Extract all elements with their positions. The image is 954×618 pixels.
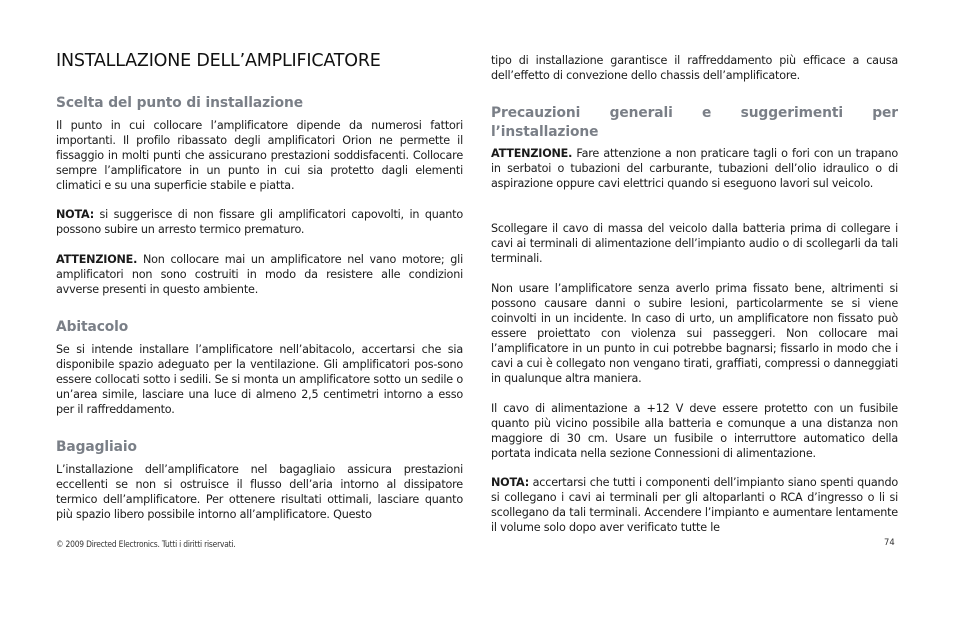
paragraph-trunk-continued: tipo di installazione garantisce il raffreddamento più efficace a causa dell’effetto di convezione dello chassis dell’amplificatore. <box>491 54 898 83</box>
warning-label: ATTENZIONE. <box>56 253 138 266</box>
note-paragraph <box>56 207 463 237</box>
note-label: NOTA: <box>56 208 94 221</box>
paragraph-trunk: L’installazione dell’amplificatore nel bagagliaio assicura prestazioni eccellenti se non si ostruisce il flusso dell’aria intorno al dissipatore termico dell’amplificatore. Per ottenere risultati ottimali, lasciare quanto più spazio libero possibile intorno all’amplificatore. Questo <box>56 463 463 522</box>
copyright-footer: © 2009 Directed Electronics. Tutti i diritti riservati. <box>56 539 236 549</box>
page-number: 74 <box>884 537 895 547</box>
section-heading-trunk: Bagagliaio <box>56 439 137 455</box>
warning-paragraph-engine <box>56 252 463 297</box>
note-label: NOTA: <box>491 476 529 489</box>
note-paragraph-components <box>491 475 898 535</box>
section-heading-installation-point: Scelta del punto di installazione <box>56 95 304 111</box>
paragraph-power-fuse: Il cavo di alimentazione a +12 V deve essere protetto con un fusibile quanto più vicino possibile alla batteria e comunque a una distanza non maggiore di 30 cm. Usare un fusibile o interruttore automatico della portata indicata nella sezione Connessioni di alimentazione. <box>491 402 898 461</box>
paragraph-ground-cable: Scollegare il cavo di massa del veicolo dalla batteria prima di collegare i cavi ai terminali di alimentazione dell’impianto audio o di scollegarli da tali terminali. <box>491 222 898 266</box>
paragraph-secure-amplifier: Non usare l’amplificatore senza averlo prima fissato bene, altrimenti si possono causare danni o subire lesioni, particolarmente se si viene coinvolti in un incidente. In caso di urto, un amplificatore non fissato può essere proiettato con violenza sui passeggeri. Non collocare mai l’amplificatore in un punto in cui potrebbe bagnarsi; fissarlo in modo che i cavi a cui è collegato non vengano tirati, graffiati, compressi o danneggiati in qualunque altra maniera. <box>491 282 898 386</box>
note-text: si suggerisce di non fissare gli amplificatori capovolti, in quanto possono subire un arresto termico prematuro. <box>56 208 463 237</box>
paragraph-installation-point: Il punto in cui collocare l’amplificatore dipende da numerosi fattori importanti. Il profilo ribassato degli amplificatori Orion ne permette il fissaggio in molti punti che assicurano prestazioni soddisfacenti. Collocare sempre l’amplificatore in un punto in cui sia protetto dagli elementi climatici e su una superficie stabile e piatta. <box>56 119 463 193</box>
paragraph-cabin: Se si intende installare l’amplificatore nell’abitacolo, accertarsi che sia disponibile spazio adeguato per la ventilazione. Gli amplificatori pos-sono essere collocati sotto i sedili. Se si monta un amplificatore sotto un sedile o un’area simile, lasciare una luce di almeno 2,5 centimetri intorno a esso per il raffreddamento. <box>56 343 463 417</box>
section-heading-cabin: Abitacolo <box>56 319 129 335</box>
warning-text: Fare attenzione a non praticare tagli o fori con un trapano in serbatoi o tubazioni del carburante, tubazioni dell’olio idraulico o di aspirazione oppure cavi elettrici quando si eseguono lavori sul veicolo. <box>491 147 898 191</box>
warning-text: Non collocare mai un amplificatore nel vano motore; gli amplificatori non sono costruiti in modo da resistere alle condizioni avverse presenti in questo ambiente. <box>56 253 463 297</box>
warning-label: ATTENZIONE. <box>491 147 573 160</box>
page-title: INSTALLAZIONE DELL’AMPLIFICATORE <box>56 51 381 71</box>
note-text: accertarsi che tutti i componenti dell’impianto siano spenti quando si collegano i cavi ai terminali per gli altoparlanti o RCA d’ingresso o li si scollegano da tali terminali. Accendere l’impianto e aumentare lentamente il volume solo dopo aver verificato tutte le <box>491 476 898 535</box>
section-heading-precautions: Precauzioni generali e suggerimenti per l’installazione <box>491 105 898 140</box>
warning-paragraph-drilling <box>491 146 898 191</box>
